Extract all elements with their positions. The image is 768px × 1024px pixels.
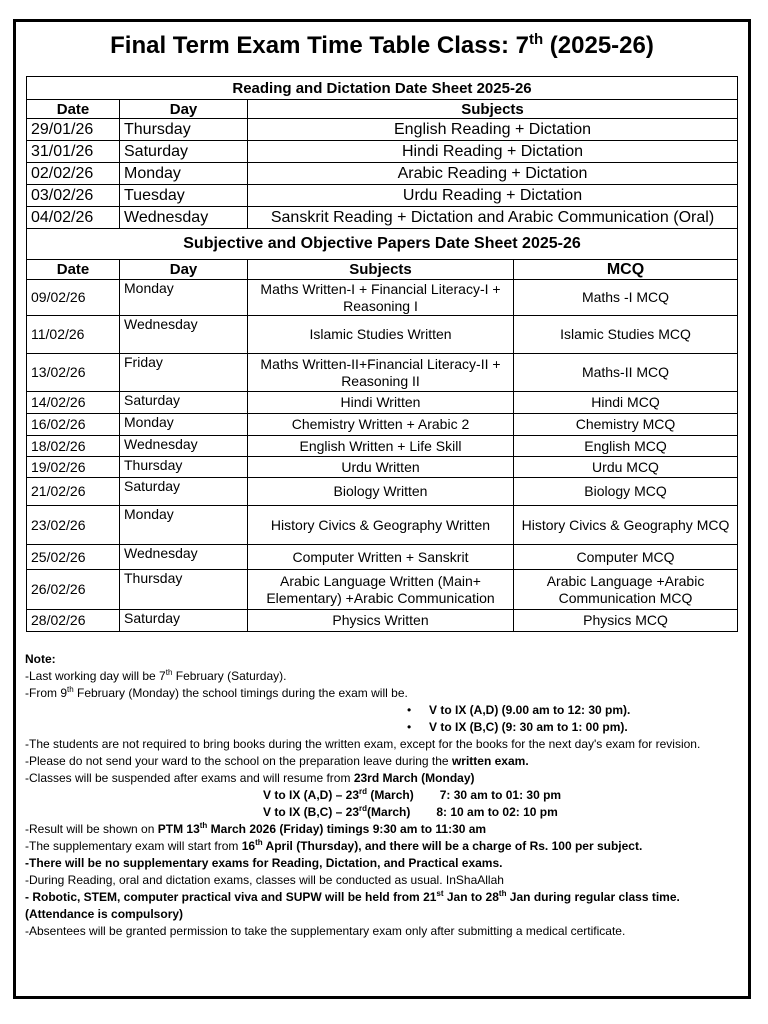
reading-row [27,163,738,185]
papers-header-row [27,260,738,280]
mcq-cell: Physics MCQ [514,610,738,632]
day-cell: Thursday [120,457,248,478]
subject-cell: Arabic Reading + Dictation [248,163,738,185]
date-sheet-table [26,76,738,632]
reading-heading: Reading and Dictation Date Sheet 2025-26 [27,77,738,100]
date-cell: 16/02/26 [27,414,120,436]
note-during-reading: -During Reading, oral and dictation exams, classes will be conducted as usual. InShaAllah [25,873,504,887]
paper-row [27,457,738,478]
day-cell: Saturday [120,610,248,632]
title-sup: th [528,31,544,48]
note-resume-ad: V to IX (A,D) – 23rd (March) 7: 30 am to 01: 30 pm [263,787,562,802]
paper-row [27,545,738,570]
mcq-cell: Arabic Language +Arabic Communication MCQ [514,570,738,610]
note-result: -Result will be shown on PTM 13th March 2026 (Friday) timings 9:30 am to 11:30 am [25,821,487,836]
paper-row [27,478,738,506]
page-frame [13,19,751,999]
reading-row [27,141,738,163]
note-suspend: -Classes will be suspended after exams and will resume from 23rd March (Monday) [25,771,475,785]
paper-row [27,610,738,632]
notes-section [25,651,745,940]
subject-cell: Chemistry Written + Arabic 2 [248,414,514,436]
paper-row [27,316,738,354]
papers-heading: Subjective and Objective Papers Date Sheet 2025-26 [27,229,738,260]
date-cell: 28/02/26 [27,610,120,632]
mcq-cell: Maths -I MCQ [514,280,738,316]
note-supplementary: -The supplementary exam will start from 16th April (Thursday), and there will be a charge of Rs. 100 per subject. [25,838,643,853]
subject-cell: Biology Written [248,478,514,506]
date-cell: 09/02/26 [27,280,120,316]
paper-row [27,506,738,545]
day-cell: Monday [120,163,248,185]
papers-heading-row [27,229,738,260]
date-cell: 29/01/26 [27,119,120,141]
day-cell: Monday [120,280,248,316]
date-cell: 11/02/26 [27,316,120,354]
day-cell: Friday [120,354,248,392]
date-cell: 21/02/26 [27,478,120,506]
papers-col-subjects: Subjects [248,260,514,280]
subject-cell: History Civics & Geography Written [248,506,514,545]
mcq-cell: Urdu MCQ [514,457,738,478]
note-prep-leave: -Please do not send your ward to the school on the preparation leave during the written exam. [25,754,529,768]
day-cell: Wednesday [120,207,248,229]
reading-col-date: Date [27,100,120,119]
notes-label: Note: [25,652,56,666]
mcq-cell: History Civics & Geography MCQ [514,506,738,545]
mcq-cell: Hindi MCQ [514,392,738,414]
reading-col-subjects: Subjects [248,100,738,119]
subject-cell: Maths Written-I + Financial Literacy-I + Reasoning I [248,280,514,316]
subject-cell: Maths Written-II+Financial Literacy-II + Reasoning II [248,354,514,392]
paper-row [27,280,738,316]
note-books: -The students are not required to bring books during the written exam, except for the books for the next day's exam for revision. [25,737,701,751]
reading-row [27,119,738,141]
note-bullet-ad: • V to IX (A,D) (9.00 am to 12: 30 pm). [25,702,745,719]
date-cell: 14/02/26 [27,392,120,414]
mcq-cell: Biology MCQ [514,478,738,506]
subject-cell: Hindi Written [248,392,514,414]
paper-row [27,414,738,436]
date-cell: 04/02/26 [27,207,120,229]
note-timing: -From 9th February (Monday) the school timings during the exam will be. [25,685,408,700]
paper-row [27,570,738,610]
date-cell: 03/02/26 [27,185,120,207]
papers-col-mcq: MCQ [514,260,738,280]
paper-row [27,392,738,414]
date-cell: 23/02/26 [27,506,120,545]
page-title [16,32,748,60]
day-cell: Thursday [120,119,248,141]
subject-cell: Urdu Written [248,457,514,478]
title-year: (2025-26) [543,32,654,59]
note-attendance: (Attendance is compulsory) [25,907,184,921]
note-resume-bc: V to IX (B,C) – 23rd(March) 8: 10 am to 02: 10 pm [263,804,558,819]
mcq-cell: Chemistry MCQ [514,414,738,436]
date-cell: 26/02/26 [27,570,120,610]
note-last-day: -Last working day will be 7th February (Saturday). [25,668,287,683]
reading-row [27,207,738,229]
note-bullet-bc: • V to IX (B,C) (9: 30 am to 1: 00 pm). [25,719,745,736]
date-sheet-body [27,77,738,632]
day-cell: Saturday [120,478,248,506]
title-text: Final Term Exam Time Table Class: 7 [110,32,529,59]
note-robotic: - Robotic, STEM, computer practical viva and SUPW will be held from 21st Jan to 28th Jan during regular class time. [25,889,680,904]
day-cell: Saturday [120,392,248,414]
note-no-supplementary: -There will be no supplementary exams for Reading, Dictation, and Practical exams. [25,856,503,870]
subject-cell: English Written + Life Skill [248,436,514,457]
day-cell: Monday [120,414,248,436]
day-cell: Wednesday [120,316,248,354]
note-absentees: -Absentees will be granted permission to take the supplementary exam only after submitting a medical certificate. [25,924,626,938]
date-cell: 31/01/26 [27,141,120,163]
subject-cell: Hindi Reading + Dictation [248,141,738,163]
mcq-cell: English MCQ [514,436,738,457]
day-cell: Monday [120,506,248,545]
date-cell: 25/02/26 [27,545,120,570]
date-cell: 18/02/26 [27,436,120,457]
date-cell: 13/02/26 [27,354,120,392]
reading-row [27,185,738,207]
date-cell: 02/02/26 [27,163,120,185]
papers-col-date: Date [27,260,120,280]
mcq-cell: Computer MCQ [514,545,738,570]
paper-row [27,436,738,457]
day-cell: Wednesday [120,436,248,457]
subject-cell: Islamic Studies Written [248,316,514,354]
subject-cell: English Reading + Dictation [248,119,738,141]
day-cell: Thursday [120,570,248,610]
mcq-cell: Islamic Studies MCQ [514,316,738,354]
subject-cell: Computer Written + Sanskrit [248,545,514,570]
reading-col-day: Day [120,100,248,119]
paper-row [27,354,738,392]
subject-cell: Sanskrit Reading + Dictation and Arabic Communication (Oral) [248,207,738,229]
mcq-cell: Maths-II MCQ [514,354,738,392]
subject-cell: Arabic Language Written (Main+ Elementary) +Arabic Communication [248,570,514,610]
day-cell: Tuesday [120,185,248,207]
day-cell: Wednesday [120,545,248,570]
papers-col-day: Day [120,260,248,280]
subject-cell: Urdu Reading + Dictation [248,185,738,207]
date-cell: 19/02/26 [27,457,120,478]
subject-cell: Physics Written [248,610,514,632]
day-cell: Saturday [120,141,248,163]
